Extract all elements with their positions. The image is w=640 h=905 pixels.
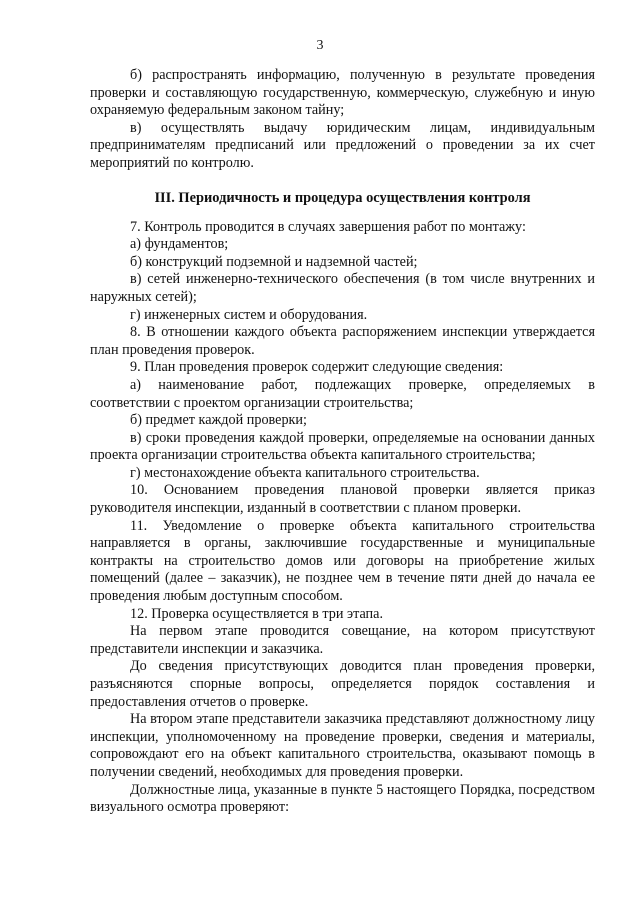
paragraph: г) инженерных систем и оборудования. (130, 306, 368, 323)
paragraph: в) сроки проведения каждой проверки, определяемые на основании данных проекта организации строительства объекта капитального строительства; (90, 429, 595, 464)
paragraph: г) местонахождение объекта капитального строительства. (130, 464, 480, 481)
paragraph: 7. Контроль проводится в случаях завершения работ по монтажу: (130, 218, 526, 235)
paragraph: б) предмет каждой проверки; (130, 412, 307, 429)
paragraph: 9. План проведения проверок содержит следующие сведения: (130, 359, 504, 376)
paragraph: б) конструкций подземной и надземной частей; (130, 253, 418, 270)
paragraph: 11. Уведомление о проверке объекта капитального строительства направляется в органы, заключившие государственные и муниципальные контракты на строительство домов или договоры на приобретение жилых помещений (далее – заказчик), не позднее чем в течение пяти дней до начала ее проведения любым доступным способом. (90, 517, 595, 605)
paragraph: в) сетей инженерно-технического обеспечения (в том числе внутренних и наружных сетей); (90, 271, 595, 305)
paragraph: Должностные лица, указанные в пункте 5 настоящего Порядка, посредством визуального осмотра проверяют: (90, 781, 595, 816)
paragraph: 12. Проверка осуществляется в три этапа. (130, 605, 383, 622)
paragraph: в) осуществлять выдачу юридическим лицам, индивидуальным предпринимателям предписаний или предложений о проведении за их счет мероприятий по контролю. (90, 119, 595, 171)
paragraph: На втором этапе представители заказчика представляют должностному лицу инспекции, уполномоченному на проведение проверки, сведения и материалы, сопровождают его на объект капитального строительства, оказывают помощь в получении сведений, необходимых для проведения проверки. (90, 711, 595, 780)
paragraph: а) наименование работ, подлежащих проверке, определяемых в соответствии с проектом организации строительства; (90, 376, 595, 411)
paragraph: 10. Основанием проведения плановой проверки является приказ руководителя инспекции, изданный в соответствии с планом проверки. (90, 482, 595, 517)
paragraph: б) распространять информацию, полученную в результате проведения проверки и составляющую государственную, коммерческую, служебную и иную охраняемую федеральным законом тайну; (90, 67, 595, 119)
section-heading: III. Периодичность и процедура осуществления контроля (154, 189, 531, 206)
document-body (90, 67, 595, 817)
page-number: 3 (316, 38, 324, 53)
paragraph: На первом этапе проводится совещание, на котором присутствуют представители инспекции и заказчика. (90, 623, 595, 657)
paragraph: а) фундаментов; (130, 236, 229, 253)
paragraph: До сведения присутствующих доводится план проведения проверки, разъясняются спорные вопросы, определяется порядок составления и предоставления отчетов о проверке. (90, 658, 595, 710)
paragraph: 8. В отношении каждого объекта распоряжением инспекции утверждается план проведения проверок. (90, 324, 595, 358)
